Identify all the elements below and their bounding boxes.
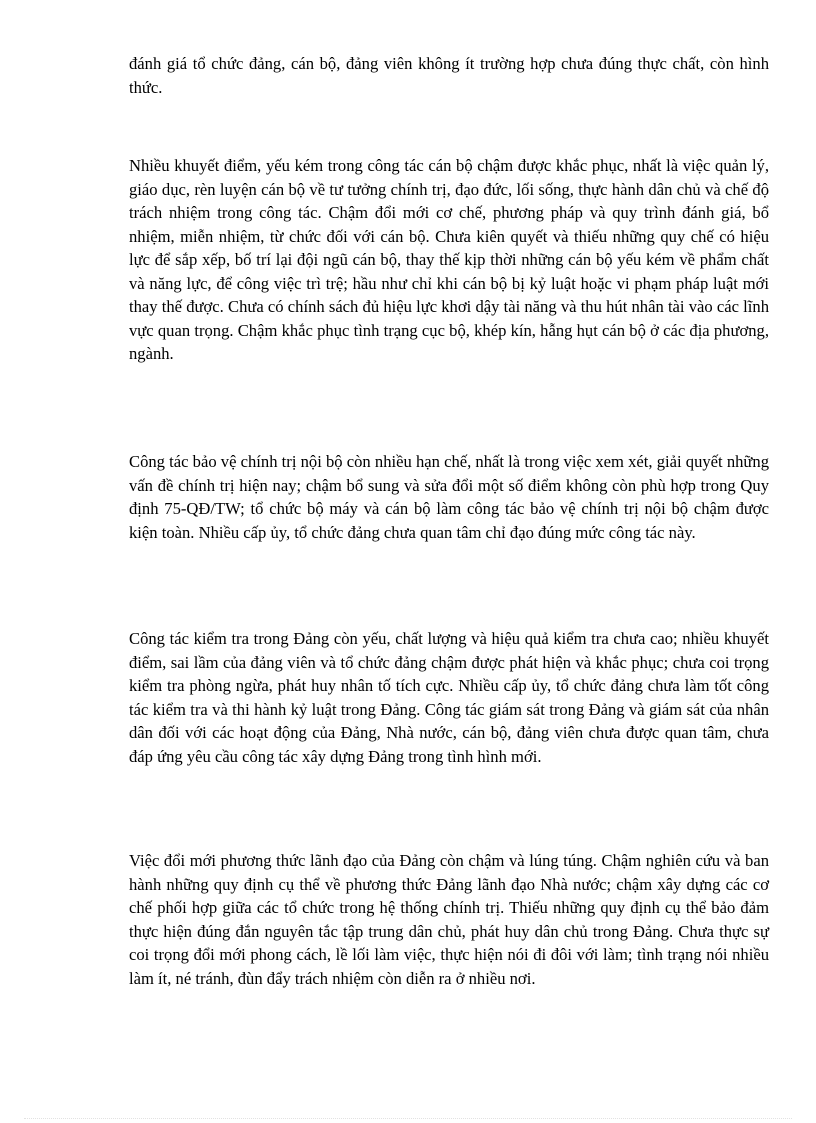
page-bottom-divider <box>24 1118 792 1119</box>
paragraph-2: Nhiều khuyết điểm, yếu kém trong công tác cán bộ chậm được khắc phục, nhất là việc quản lý, giáo dục, rèn luyện cán bộ về tư tưởng chính trị, đạo đức, lối sống, thực hành dân chủ và chế độ trách nhiệm trong công tác. Chậm đổi mới cơ chế, phương pháp và quy trình đánh giá, bổ nhiệm, miễn nhiệm, từ chức đối với cán bộ. Chưa kiên quyết và thiếu những quy chế có hiệu lực để sắp xếp, bố trí lại đội ngũ cán bộ, thay thế kịp thời những cán bộ yếu kém về phẩm chất và năng lực, để công việc trì trệ; hầu như chỉ khi cán bộ bị kỷ luật hoặc vi phạm pháp luật mới thay thế được. Chưa có chính sách đủ hiệu lực khơi dậy tài năng và thu hút nhân tài vào các lĩnh vực quan trọng. Chậm khắc phục tình trạng cục bộ, khép kín, hẫng hụt cán bộ ở các địa phương, ngành. <box>129 156 769 363</box>
paragraph-4: Công tác kiểm tra trong Đảng còn yếu, chất lượng và hiệu quả kiểm tra chưa cao; nhiều khuyết điểm, sai lầm của đảng viên và tổ chức đảng chậm được phát hiện và khắc phục; chưa coi trọng kiểm tra phòng ngừa, phát huy nhân tố tích cực. Nhiều cấp ủy, tổ chức đảng chưa làm tốt công tác kiểm tra và thi hành kỷ luật trong Đảng. Công tác giám sát trong Đảng và giám sát của nhân dân đối với các hoạt động của Đảng, Nhà nước, cán bộ, đảng viên chưa được quan tâm, chưa đáp ứng yêu cầu công tác xây dựng Đảng trong tình hình mới. <box>129 629 769 766</box>
paragraph-1: đánh giá tổ chức đảng, cán bộ, đảng viên không ít trường hợp chưa đúng thực chất, còn hình thức. <box>129 54 769 97</box>
paragraph-3: Công tác bảo vệ chính trị nội bộ còn nhiều hạn chế, nhất là trong việc xem xét, giải quyết những vấn đề chính trị hiện nay; chậm bổ sung và sửa đổi một số điểm không còn phù hợp trong Quy định 75-QĐ/TW; tổ chức bộ máy và cán bộ làm công tác bảo vệ chính trị nội bộ chậm được kiện toàn. Nhiều cấp ủy, tổ chức đảng chưa quan tâm chỉ đạo đúng mức công tác này. <box>129 452 769 542</box>
paragraph-5: Việc đổi mới phương thức lãnh đạo của Đảng còn chậm và lúng túng. Chậm nghiên cứu và ban hành những quy định cụ thể về phương thức Đảng lãnh đạo Nhà nước; chậm xây dựng các cơ chế phối hợp giữa các tổ chức trong hệ thống chính trị. Thiếu những quy định cụ thể bảo đảm thực hiện đúng đắn nguyên tắc tập trung dân chủ, phát huy dân chủ trong Đảng. Chưa thực sự coi trọng đổi mới phong cách, lề lối làm việc, thực hiện nói đi đôi với làm; tình trạng nói nhiều làm ít, né tránh, đùn đẩy trách nhiệm còn diễn ra ở nhiều nơi. <box>129 851 769 988</box>
